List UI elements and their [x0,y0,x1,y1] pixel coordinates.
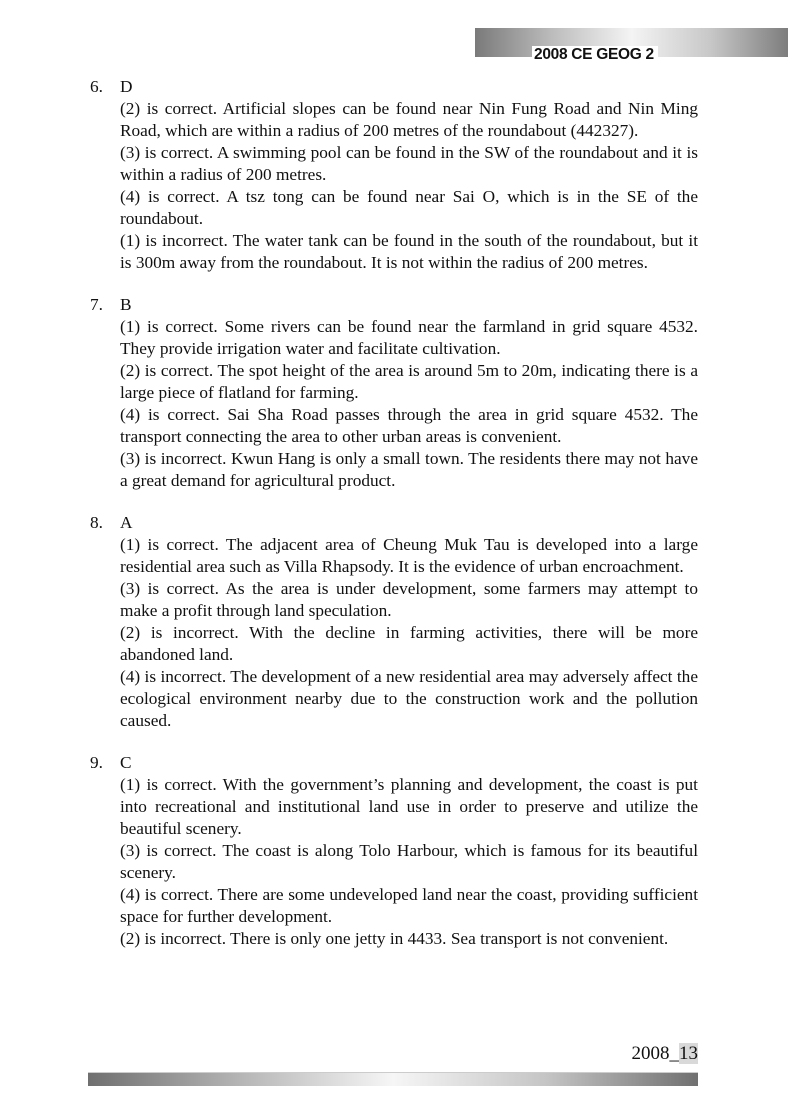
header-title: 2008 CE GEOG 2 [532,46,658,64]
question-number: 8. [90,513,103,532]
question-number: 9. [90,753,103,772]
explanation-line: (3) is correct. As the area is under development, some farmers may attempt to make a profit through land speculation. [120,579,698,620]
page-number [632,1042,699,1066]
explanation-line: (2) is correct. The spot height of the area is around 5m to 20m, indicating there is a large piece of flatland for farming. [120,361,698,402]
explanation-line: (4) is correct. Sai Sha Road passes through the area in grid square 4532. The transport connecting the area to other urban areas is convenient. [120,405,698,446]
question-answer: B [120,295,132,314]
explanation-line: (3) is correct. The coast is along Tolo Harbour, which is famous for its beautiful scenery. [120,841,698,882]
question-answer: A [120,513,133,532]
question-answer: C [120,753,132,772]
question-6 [90,76,698,274]
question-number: 6. [90,77,103,96]
footer-gradient-bar [88,1072,698,1086]
question-9 [90,752,698,950]
explanation-line: (1) is incorrect. The water tank can be found in the south of the roundabout, but it is 300m away from the roundabout. It is not within the radius of 200 metres. [120,231,698,272]
explanation-line: (3) is correct. A swimming pool can be found in the SW of the roundabout and it is within a radius of 200 metres. [120,143,698,184]
explanation-line: (2) is incorrect. With the decline in farming activities, there will be more abandoned land. [120,623,698,664]
page-prefix: 2008_ [631,1043,679,1064]
page-number-value: 13 [679,1043,698,1064]
question-8 [90,512,698,732]
explanation-line: (1) is correct. Some rivers can be found near the farmland in grid square 4532. They provide irrigation water and facilitate cultivation. [120,317,698,358]
answer-list [90,76,698,970]
question-answer: D [120,77,133,96]
explanation-line: (3) is incorrect. Kwun Hang is only a small town. The residents there may not have a great demand for agricultural product. [120,449,698,490]
question-number: 7. [90,295,103,314]
explanation-line: (2) is incorrect. There is only one jetty in 4433. Sea transport is not convenient. [120,929,669,948]
explanation-line: (2) is correct. Artificial slopes can be found near Nin Fung Road and Nin Ming Road, which are within a radius of 200 metres of the roundabout (442327). [120,99,698,140]
explanation-line: (1) is correct. With the government’s planning and development, the coast is put into recreational and institutional land use in order to preserve and utilize the beautiful scenery. [120,775,698,838]
explanation-line: (4) is correct. There are some undeveloped land near the coast, providing sufficient space for further development. [120,885,698,926]
explanation-line: (4) is correct. A tsz tong can be found near Sai O, which is in the SE of the roundabout. [120,187,698,228]
question-7 [90,294,698,492]
explanation-line: (4) is incorrect. The development of a new residential area may adversely affect the ecological environment nearby due to the construction work and the pollution caused. [120,667,698,730]
explanation-line: (1) is correct. The adjacent area of Cheung Muk Tau is developed into a large residential area such as Villa Rhapsody. It is the evidence of urban encroachment. [120,535,698,576]
